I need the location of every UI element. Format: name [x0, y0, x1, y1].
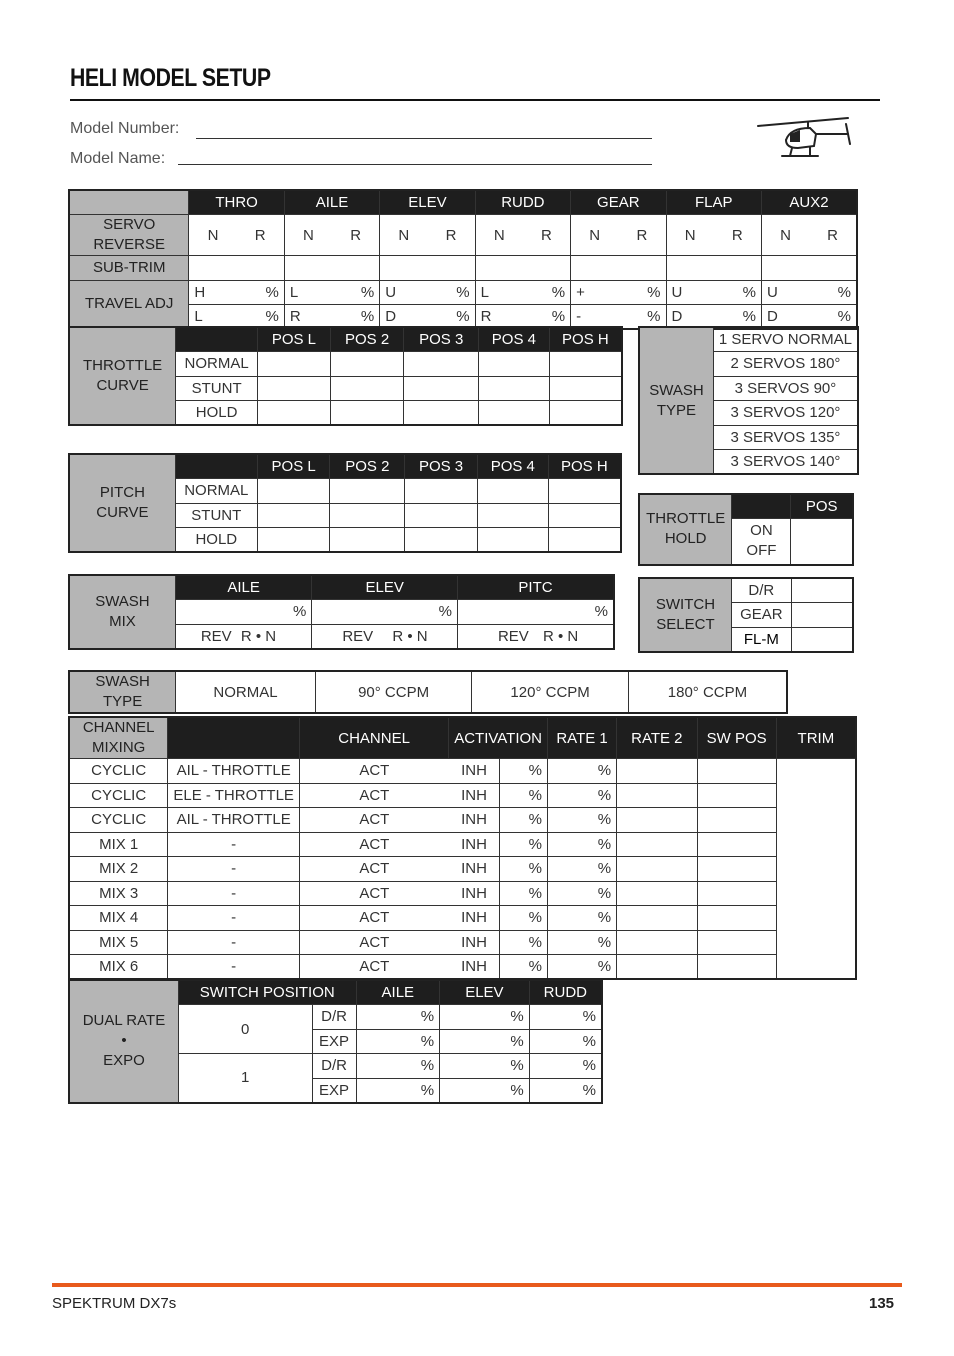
aile-n[interactable]: N	[284, 215, 332, 256]
act-option[interactable]: ACT	[299, 832, 448, 857]
inh-option[interactable]: INH	[449, 759, 500, 784]
sub-trim-label: SUB-TRIM	[69, 256, 189, 281]
travel-cell[interactable]: %	[523, 280, 571, 305]
mix-row	[69, 857, 856, 882]
travel-cell[interactable]: %	[523, 305, 571, 330]
servo-table	[68, 189, 858, 330]
switch-position-0: 0	[178, 1005, 312, 1054]
col-pos-4: POS 4	[477, 454, 548, 479]
travel-adj-label: TRAVEL ADJ	[69, 280, 189, 329]
mix-row	[69, 808, 856, 833]
swash-120-option[interactable]: 120° CCPM	[472, 671, 629, 713]
act-option[interactable]: ACT	[299, 881, 448, 906]
col-aux2: AUX2	[761, 190, 857, 215]
col-elev: ELEV	[312, 575, 458, 600]
travel-cell[interactable]: %	[427, 280, 475, 305]
mix-channel[interactable]: -	[168, 881, 300, 906]
mix-row	[69, 906, 856, 931]
travel-prefix: R	[475, 305, 523, 330]
mix-name: MIX 1	[69, 832, 168, 857]
col-aile: AILE	[356, 980, 440, 1005]
act-option[interactable]: ACT	[299, 759, 448, 784]
switch-select-table	[638, 577, 854, 653]
sw-pos-cell[interactable]	[617, 759, 697, 784]
on-off-label: ON OFF	[732, 519, 791, 565]
trim-cell[interactable]	[697, 881, 776, 906]
switch-flm: FL-M	[731, 627, 791, 652]
throttle-curve-table	[68, 326, 623, 426]
travel-prefix: D	[666, 305, 714, 330]
travel-cell[interactable]: %	[427, 305, 475, 330]
mix-row	[69, 881, 856, 906]
rate2-cell[interactable]: %	[548, 759, 617, 784]
sub-trim-cell[interactable]	[380, 256, 475, 281]
thro-n[interactable]: N	[189, 215, 237, 256]
col-trim: TRIM	[776, 717, 856, 759]
col-switch-position: SWITCH POSITION	[178, 980, 356, 1005]
col-gear: GEAR	[571, 190, 666, 215]
aile-r[interactable]: R	[332, 215, 380, 256]
rate1-cell[interactable]: %	[500, 759, 548, 784]
sub-trim-cell[interactable]	[189, 256, 284, 281]
travel-prefix: +	[571, 280, 619, 305]
col-elev: ELEV	[440, 980, 530, 1005]
rudd-r[interactable]: R	[523, 215, 571, 256]
sub-trim-cell[interactable]	[475, 256, 570, 281]
mix-name: MIX 5	[69, 930, 168, 955]
mix-name: CYCLIC	[69, 808, 168, 833]
sw-pos-cell[interactable]	[617, 955, 697, 980]
col-pitc: PITC	[457, 575, 614, 600]
trim-cell[interactable]	[697, 955, 776, 980]
inh-option[interactable]: INH	[449, 857, 500, 882]
exp-label: EXP	[312, 1029, 356, 1054]
mix-channel[interactable]: -	[168, 955, 300, 980]
col-flap: FLAP	[666, 190, 761, 215]
inh-option[interactable]: INH	[449, 881, 500, 906]
throttle-curve-label: THROTTLE CURVE	[69, 327, 176, 425]
sub-trim-cell[interactable]	[666, 256, 761, 281]
inh-option[interactable]: INH	[449, 808, 500, 833]
rate-cell[interactable]: %	[356, 1054, 440, 1079]
pitch-curve-label: PITCH CURVE	[69, 454, 175, 552]
swash-option[interactable]: 3 SERVOS 120°	[713, 401, 858, 426]
rate2-cell[interactable]: %	[548, 857, 617, 882]
trim-cell[interactable]	[697, 759, 776, 784]
act-option[interactable]: ACT	[299, 930, 448, 955]
switch-dr: D/R	[731, 578, 791, 603]
col-pos-l: POS L	[257, 454, 330, 479]
dual-rate-expo-table	[68, 979, 603, 1104]
inh-option[interactable]: INH	[449, 955, 500, 980]
hold-pos-cell[interactable]	[791, 519, 853, 565]
mix-value-cell[interactable]: %	[457, 600, 614, 625]
swash-option[interactable]: 3 SERVOS 135°	[713, 425, 858, 450]
act-option[interactable]: ACT	[299, 783, 448, 808]
travel-prefix: -	[571, 305, 619, 330]
travel-cell[interactable]: %	[237, 280, 285, 305]
inh-option[interactable]: INH	[449, 930, 500, 955]
travel-cell[interactable]: %	[332, 280, 380, 305]
mix-row	[69, 832, 856, 857]
servo-reverse-label: SERVO REVERSE	[69, 215, 189, 256]
aux2-n[interactable]: N	[761, 215, 809, 256]
servo-table-corner	[69, 190, 189, 215]
swash-normal-option[interactable]: NORMAL	[176, 671, 316, 713]
row-stunt: STUNT	[176, 376, 258, 401]
swash-type-row-label: SWASH TYPE	[69, 671, 176, 713]
rate1-cell[interactable]: %	[500, 906, 548, 931]
col-thro: THRO	[189, 190, 284, 215]
col-pos-4: POS 4	[479, 327, 550, 352]
travel-cell[interactable]: %	[237, 305, 285, 330]
travel-prefix: D	[380, 305, 428, 330]
rate-cell[interactable]: %	[440, 1078, 530, 1103]
sw-pos-cell[interactable]	[617, 832, 697, 857]
rate2-cell[interactable]: %	[548, 930, 617, 955]
swash-type-table	[638, 326, 859, 475]
footer-brand: SPEKTRUM DX7s	[52, 1295, 177, 1312]
aux2-r[interactable]: R	[809, 215, 857, 256]
trim-cell[interactable]	[697, 832, 776, 857]
travel-cell[interactable]: %	[809, 305, 857, 330]
pitch-curve-table	[68, 453, 622, 553]
col-aile: AILE	[284, 190, 379, 215]
page-number: 135	[869, 1295, 895, 1312]
swash-option[interactable]: 2 SERVOS 180°	[713, 352, 858, 377]
sub-trim-cell[interactable]	[761, 256, 857, 281]
rate-cell[interactable]: %	[529, 1029, 602, 1054]
row-hold: HOLD	[175, 528, 257, 553]
sub-trim-cell[interactable]	[571, 256, 666, 281]
rate2-cell[interactable]: %	[548, 955, 617, 980]
gear-r[interactable]: R	[618, 215, 666, 256]
mix-name: MIX 4	[69, 906, 168, 931]
rate2-cell[interactable]: %	[548, 783, 617, 808]
model-number-label: Model Number:	[70, 120, 180, 137]
swash-option[interactable]: 1 SERVO NORMAL	[713, 327, 858, 352]
rev-cell[interactable]: REV R • N	[312, 624, 458, 649]
col-activation: ACTIVATION	[449, 717, 548, 759]
trim-cell[interactable]	[697, 783, 776, 808]
mix-channel[interactable]: AIL - THROTTLE	[168, 808, 300, 833]
mix-channel[interactable]: -	[168, 857, 300, 882]
footer-divider	[52, 1283, 902, 1287]
rate1-cell[interactable]: %	[500, 930, 548, 955]
rate1-cell[interactable]: %	[500, 881, 548, 906]
rate-cell[interactable]: %	[529, 1054, 602, 1079]
travel-prefix: U	[380, 280, 428, 305]
flap-r[interactable]: R	[714, 215, 762, 256]
travel-cell[interactable]: %	[332, 305, 380, 330]
travel-cell[interactable]: %	[714, 305, 762, 330]
rate2-cell[interactable]: %	[548, 832, 617, 857]
col-pos-3: POS 3	[404, 327, 479, 352]
sw-pos-cell[interactable]	[617, 808, 697, 833]
switch-position-1: 1	[178, 1054, 312, 1103]
thro-r[interactable]: R	[237, 215, 285, 256]
channel-mixing-table	[68, 716, 857, 980]
rate1-cell[interactable]: %	[500, 832, 548, 857]
gear-n[interactable]: N	[571, 215, 619, 256]
mix-row	[69, 759, 856, 784]
trim-cell[interactable]	[697, 808, 776, 833]
rev-cell[interactable]: REV R • N	[175, 624, 312, 649]
elev-n[interactable]: N	[380, 215, 428, 256]
dr-label: D/R	[312, 1054, 356, 1079]
rate-cell[interactable]: %	[529, 1005, 602, 1030]
rate-cell[interactable]: %	[529, 1078, 602, 1103]
mix-channel[interactable]: -	[168, 906, 300, 931]
col-pos: POS	[791, 494, 853, 519]
model-name-label: Model Name:	[70, 150, 166, 167]
rudd-n[interactable]: N	[475, 215, 523, 256]
dual-rate-expo-label: DUAL RATE • EXPO	[69, 980, 178, 1103]
travel-prefix: H	[189, 280, 237, 305]
travel-cell[interactable]: %	[809, 280, 857, 305]
col-pos-h: POS H	[549, 327, 622, 352]
flap-n[interactable]: N	[666, 215, 714, 256]
travel-prefix: L	[189, 305, 237, 330]
mix-row	[69, 955, 856, 980]
travel-prefix: U	[666, 280, 714, 305]
col-aile: AILE	[175, 575, 312, 600]
row-normal: NORMAL	[176, 352, 258, 377]
switch-select-label: SWITCH SELECT	[639, 578, 731, 652]
throttle-hold-label: THROTTLE HOLD	[639, 494, 732, 565]
mix-row	[69, 930, 856, 955]
rate-cell[interactable]: %	[440, 1029, 530, 1054]
mix-value-cell[interactable]: %	[312, 600, 458, 625]
sw-pos-cell[interactable]	[617, 881, 697, 906]
sub-trim-cell[interactable]	[284, 256, 379, 281]
rate1-cell[interactable]: %	[500, 955, 548, 980]
page-title: HELI MODEL SETUP	[70, 64, 271, 92]
throttle-hold-table	[638, 493, 854, 566]
channel-mixing-label: CHANNEL MIXING	[69, 717, 168, 759]
sw-pos-cell[interactable]	[617, 930, 697, 955]
dr-label: D/R	[312, 1005, 356, 1030]
trim-cell[interactable]	[697, 906, 776, 931]
col-pos-2: POS 2	[330, 454, 405, 479]
rev-cell[interactable]: REV R • N	[457, 624, 614, 649]
sw-pos-cell[interactable]	[617, 906, 697, 931]
rate-cell[interactable]: %	[440, 1005, 530, 1030]
travel-prefix: D	[761, 305, 809, 330]
col-pos-h: POS H	[548, 454, 621, 479]
swash-type-row	[68, 670, 788, 714]
model-number-field[interactable]	[196, 138, 652, 139]
inh-option[interactable]: INH	[449, 783, 500, 808]
swash-90-option[interactable]: 90° CCPM	[315, 671, 472, 713]
mix-channel[interactable]: AIL - THROTTLE	[168, 759, 300, 784]
elev-r[interactable]: R	[427, 215, 475, 256]
inh-option[interactable]: INH	[449, 832, 500, 857]
mix-value-cell[interactable]: %	[175, 600, 312, 625]
title-divider	[70, 99, 880, 101]
rate1-cell[interactable]: %	[500, 783, 548, 808]
rate2-cell[interactable]: %	[548, 906, 617, 931]
act-option[interactable]: ACT	[299, 808, 448, 833]
rate1-cell[interactable]: %	[500, 857, 548, 882]
travel-prefix: L	[475, 280, 523, 305]
rate1-cell[interactable]: %	[500, 808, 548, 833]
mix-name: MIX 2	[69, 857, 168, 882]
mix-name: CYCLIC	[69, 783, 168, 808]
row-hold: HOLD	[176, 401, 258, 426]
travel-cell[interactable]: %	[618, 280, 666, 305]
act-option[interactable]: ACT	[299, 906, 448, 931]
mix-name: CYCLIC	[69, 759, 168, 784]
mix-name: MIX 6	[69, 955, 168, 980]
exp-label: EXP	[312, 1078, 356, 1103]
rate-cell[interactable]: %	[440, 1054, 530, 1079]
swash-mix-label: SWASH MIX	[69, 575, 175, 649]
travel-cell[interactable]: %	[714, 280, 762, 305]
rate-cell[interactable]: %	[356, 1029, 440, 1054]
inh-option[interactable]: INH	[449, 906, 500, 931]
col-channel: CHANNEL	[299, 717, 448, 759]
trim-cell[interactable]	[697, 857, 776, 882]
mix-channel[interactable]: -	[168, 832, 300, 857]
col-elev: ELEV	[380, 190, 475, 215]
col-rudd: RUDD	[529, 980, 602, 1005]
row-normal: NORMAL	[175, 479, 257, 504]
travel-prefix: U	[761, 280, 809, 305]
switch-gear: GEAR	[731, 603, 791, 628]
sw-pos-cell[interactable]	[617, 857, 697, 882]
swash-option[interactable]: 3 SERVOS 90°	[713, 376, 858, 401]
col-rate2: RATE 2	[617, 717, 697, 759]
col-sw-pos: SW POS	[697, 717, 776, 759]
swash-mix-table	[68, 574, 615, 650]
rate-cell[interactable]: %	[356, 1078, 440, 1103]
rate2-cell[interactable]: %	[548, 881, 617, 906]
travel-cell[interactable]: %	[618, 305, 666, 330]
model-name-field[interactable]	[178, 164, 652, 165]
rate-cell[interactable]: %	[356, 1005, 440, 1030]
travel-prefix: R	[284, 305, 332, 330]
col-rudd: RUDD	[475, 190, 570, 215]
travel-prefix: L	[284, 280, 332, 305]
trim-cell[interactable]	[697, 930, 776, 955]
col-pos-l: POS L	[258, 327, 331, 352]
mix-channel[interactable]: ELE - THROTTLE	[168, 783, 300, 808]
mix-row	[69, 783, 856, 808]
mix-channel[interactable]: -	[168, 930, 300, 955]
row-stunt: STUNT	[175, 503, 257, 528]
col-pos-3: POS 3	[405, 454, 478, 479]
col-rate1: RATE 1	[548, 717, 617, 759]
sw-pos-cell[interactable]	[617, 783, 697, 808]
rate2-cell[interactable]: %	[548, 808, 617, 833]
col-pos-2: POS 2	[330, 327, 404, 352]
swash-type-label: SWASH TYPE	[639, 327, 713, 474]
swash-180-option[interactable]: 180° CCPM	[628, 671, 787, 713]
swash-option[interactable]: 3 SERVOS 140°	[713, 450, 858, 475]
act-option[interactable]: ACT	[299, 857, 448, 882]
act-option[interactable]: ACT	[299, 955, 448, 980]
mix-name: MIX 3	[69, 881, 168, 906]
helicopter-icon	[756, 114, 854, 162]
